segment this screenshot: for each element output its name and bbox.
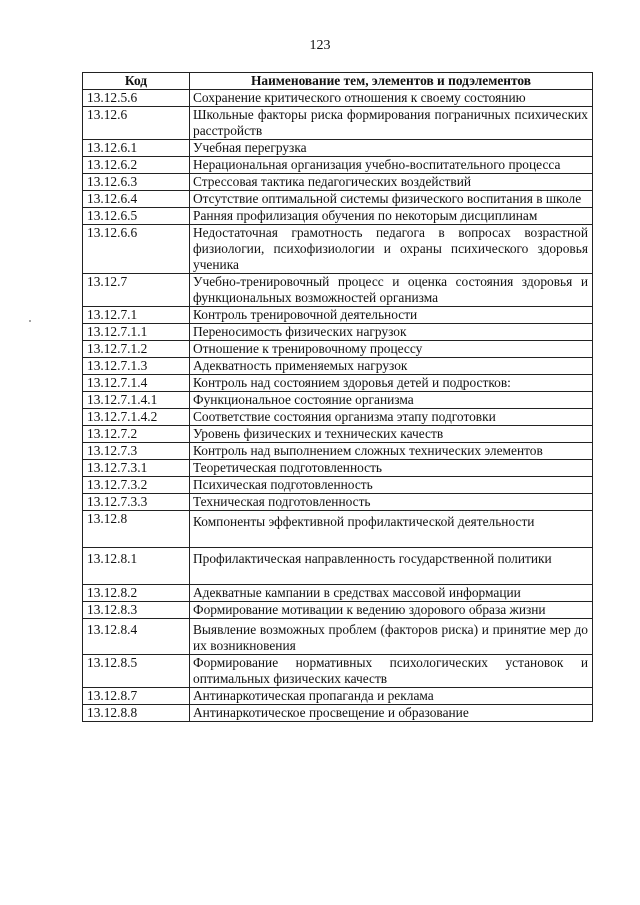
row-name: Соответствие состояния организма этапу подготовки xyxy=(190,409,593,426)
row-name: Адекватность применяемых нагрузок xyxy=(190,358,593,375)
table-row xyxy=(83,375,593,392)
table-row xyxy=(83,511,593,548)
row-name: Отсутствие оптимальной системы физического воспитания в школе xyxy=(190,191,593,208)
row-code: 13.12.7 xyxy=(83,274,190,307)
table-row xyxy=(83,392,593,409)
table-row xyxy=(83,655,593,688)
row-name: Контроль тренировочной деятельности xyxy=(190,307,593,324)
row-name: Контроль над состоянием здоровья детей и подростков: xyxy=(190,375,593,392)
row-code: 13.12.6.1 xyxy=(83,140,190,157)
table-row xyxy=(83,494,593,511)
row-name: Функциональное состояние организма xyxy=(190,392,593,409)
row-code: 13.12.7.3 xyxy=(83,443,190,460)
table-row xyxy=(83,602,593,619)
row-code: 13.12.7.3.1 xyxy=(83,460,190,477)
table-row xyxy=(83,225,593,274)
row-code: 13.12.6.6 xyxy=(83,225,190,274)
row-code: 13.12.8.8 xyxy=(83,705,190,722)
row-name: Психическая подготовленность xyxy=(190,477,593,494)
row-code: 13.12.7.3.3 xyxy=(83,494,190,511)
header-code: Код xyxy=(83,73,190,90)
table-row xyxy=(83,157,593,174)
row-code: 13.12.7.2 xyxy=(83,426,190,443)
row-code: 13.12.7.1.4 xyxy=(83,375,190,392)
table-row xyxy=(83,443,593,460)
row-code: 13.12.6.2 xyxy=(83,157,190,174)
table-row xyxy=(83,208,593,225)
table-row xyxy=(83,140,593,157)
row-name: Учебно-тренировочный процесс и оценка состояния здоровья и функциональных возможностей организма xyxy=(190,274,593,307)
table-row xyxy=(83,688,593,705)
row-code: 13.12.8.3 xyxy=(83,602,190,619)
row-name: Теоретическая подготовленность xyxy=(190,460,593,477)
row-code: 13.12.7.1.4.2 xyxy=(83,409,190,426)
row-name: Ранняя профилизация обучения по некоторым дисциплинам xyxy=(190,208,593,225)
row-name: Стрессовая тактика педагогических воздействий xyxy=(190,174,593,191)
row-name: Компоненты эффективной профилактической деятельности xyxy=(190,511,593,548)
row-name: Техническая подготовленность xyxy=(190,494,593,511)
table-row xyxy=(83,191,593,208)
row-name: Недостаточная грамотность педагога в вопросах возрастной физиологии, психофизиологии и охраны психического здоровья ученика xyxy=(190,225,593,274)
table-row xyxy=(83,274,593,307)
row-name: Контроль над выполнением сложных технических элементов xyxy=(190,443,593,460)
table-row xyxy=(83,107,593,140)
row-code: 13.12.6.3 xyxy=(83,174,190,191)
table-row xyxy=(83,705,593,722)
row-name: Выявление возможных проблем (факторов риска) и принятие мер до их возникновения xyxy=(190,619,593,655)
row-code: 13.12.7.1.2 xyxy=(83,341,190,358)
row-name: Антинаркотическая пропаганда и реклама xyxy=(190,688,593,705)
row-code: 13.12.8.1 xyxy=(83,548,190,585)
table-header-row xyxy=(83,73,593,90)
row-code: 13.12.6.5 xyxy=(83,208,190,225)
row-name: Антинаркотическое просвещение и образование xyxy=(190,705,593,722)
table-row xyxy=(83,341,593,358)
topics-table xyxy=(82,72,593,722)
table-row xyxy=(83,409,593,426)
row-code: 13.12.8.7 xyxy=(83,688,190,705)
table-row xyxy=(83,477,593,494)
row-name: Формирование нормативных психологических установок и оптимальных физических качеств xyxy=(190,655,593,688)
row-name: Уровень физических и технических качеств xyxy=(190,426,593,443)
table-row xyxy=(83,324,593,341)
row-code: 13.12.8.5 xyxy=(83,655,190,688)
table-row xyxy=(83,358,593,375)
table-row xyxy=(83,307,593,324)
table-row xyxy=(83,585,593,602)
row-code: 13.12.8 xyxy=(83,511,190,548)
row-code: 13.12.8.2 xyxy=(83,585,190,602)
row-code: 13.12.7.1.4.1 xyxy=(83,392,190,409)
row-name: Нерациональная организация учебно-воспитательного процесса xyxy=(190,157,593,174)
row-name: Переносимость физических нагрузок xyxy=(190,324,593,341)
row-code: 13.12.5.6 xyxy=(83,90,190,107)
row-name: Адекватные кампании в средствах массовой информации xyxy=(190,585,593,602)
table-row xyxy=(83,90,593,107)
row-code: 13.12.6.4 xyxy=(83,191,190,208)
table-row xyxy=(83,548,593,585)
row-code: 13.12.8.4 xyxy=(83,619,190,655)
row-code: 13.12.7.1 xyxy=(83,307,190,324)
page-number: 123 xyxy=(309,38,331,53)
row-code: 13.12.6 xyxy=(83,107,190,140)
table-row xyxy=(83,174,593,191)
row-code: 13.12.7.1.1 xyxy=(83,324,190,341)
table-row xyxy=(83,426,593,443)
scan-speck xyxy=(29,320,31,322)
table-row xyxy=(83,460,593,477)
row-name: Сохранение критического отношения к своему состоянию xyxy=(190,90,593,107)
row-name: Отношение к тренировочному процессу xyxy=(190,341,593,358)
row-code: 13.12.7.1.3 xyxy=(83,358,190,375)
row-name: Профилактическая направленность государственной политики xyxy=(190,548,593,585)
row-name: Формирование мотивации к ведению здорового образа жизни xyxy=(190,602,593,619)
table-row xyxy=(83,619,593,655)
header-name: Наименование тем, элементов и подэлементов xyxy=(190,73,593,90)
row-name: Школьные факторы риска формирования пограничных психических расстройств xyxy=(190,107,593,140)
row-name: Учебная перегрузка xyxy=(190,140,593,157)
row-code: 13.12.7.3.2 xyxy=(83,477,190,494)
